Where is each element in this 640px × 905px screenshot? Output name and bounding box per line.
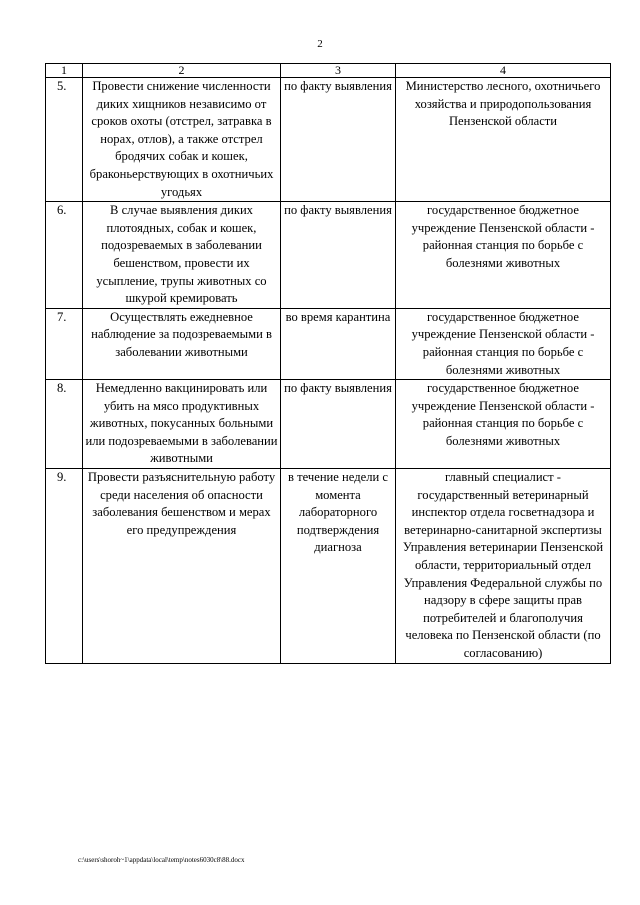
header-col-2: 2 [83, 64, 281, 78]
row-number: 7. [46, 308, 83, 379]
row-term: по факту выявления [281, 78, 396, 202]
row-responsible: Министерство лесного, охотничьего хозяйства и природопользования Пензенской области [396, 78, 611, 202]
table-row [46, 202, 611, 309]
row-responsible: государственное бюджетное учреждение Пензенской области - районная станция по борьбе с болезнями животных [396, 202, 611, 309]
header-row [46, 64, 611, 78]
row-responsible: государственное бюджетное учреждение Пензенской области - районная станция по борьбе с болезнями животных [396, 380, 611, 469]
table-row [46, 308, 611, 379]
row-number: 5. [46, 78, 83, 202]
row-number: 6. [46, 202, 83, 309]
header-col-4: 4 [396, 64, 611, 78]
row-term: по факту выявления [281, 202, 396, 309]
page-number: 2 [317, 38, 323, 50]
row-term: в течение недели с момента лабораторного подтверждения диагноза [281, 469, 396, 664]
row-term: по факту выявления [281, 380, 396, 469]
row-action: Осуществлять ежедневное наблюдение за подозреваемыми в заболевании животными [83, 308, 281, 379]
row-action: В случае выявления диких плотоядных, собак и кошек, подозреваемых в заболевании бешенством, провести их усыпление, трупы животных со шкурой кремировать [83, 202, 281, 309]
row-responsible: главный специалист - государственный ветеринарный инспектор отдела госветнадзора и ветеринарно-санитарной экспертизы Управления ветеринарии Пензенской области, территориальный отдел Управления Федеральной службы по надзору в сфере защиты прав потребителей и благополучия человека по Пензенской области (по согласованию) [396, 469, 611, 664]
row-action: Провести разъяснительную работу среди населения об опасности заболевания бешенством и мерах его предупреждения [83, 469, 281, 664]
table-row [46, 78, 611, 202]
table-row [46, 380, 611, 469]
row-action: Провести снижение численности диких хищников независимо от сроков охоты (отстрел, затравка в норах, отлов), а также отстрел бродячих собак и кошек, браконьерствующих в охотничьих угодьях [83, 78, 281, 202]
row-term: во время карантина [281, 308, 396, 379]
row-number: 9. [46, 469, 83, 664]
row-responsible: государственное бюджетное учреждение Пензенской области - районная станция по борьбе с болезнями животных [396, 308, 611, 379]
measures-table [45, 63, 611, 664]
table-row [46, 469, 611, 664]
footer-file-path: c:\users\shoroh~1\appdata\local\temp\notes6030c8\88.docx [78, 856, 245, 864]
header-col-1: 1 [46, 64, 83, 78]
row-number: 8. [46, 380, 83, 469]
header-col-3: 3 [281, 64, 396, 78]
row-action: Немедленно вакцинировать или убить на мясо продуктивных животных, покусанных больными или подозреваемыми в заболевании животными [83, 380, 281, 469]
